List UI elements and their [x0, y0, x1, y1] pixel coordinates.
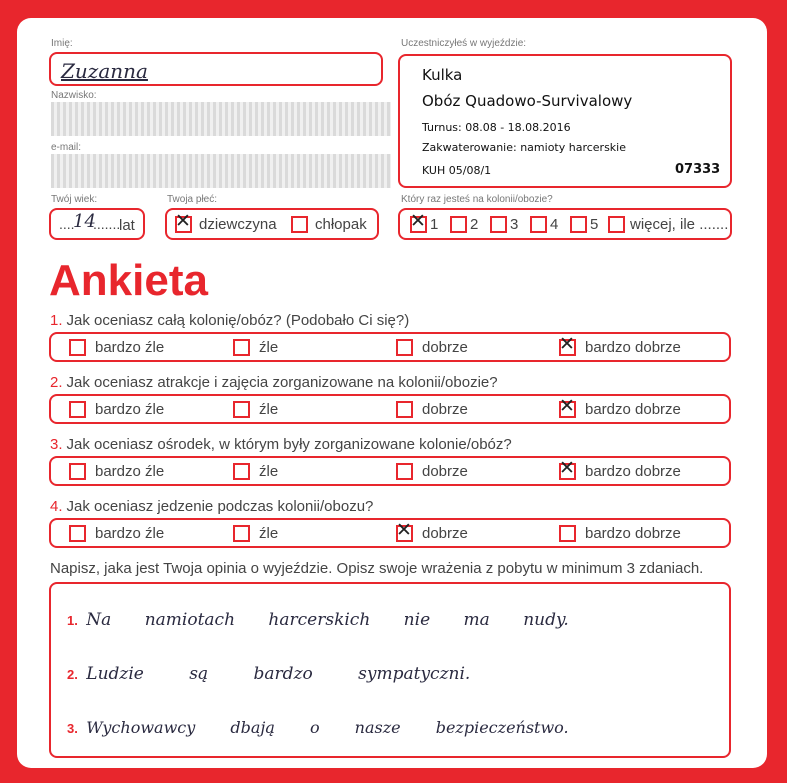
- answer-row-1: [49, 332, 731, 362]
- wyjazd-label: Uczestniczyłeś w wyjeździe:: [401, 38, 527, 49]
- wiek-value: 14: [73, 211, 96, 232]
- question-number: 2.: [50, 374, 63, 391]
- ktory-label: Który raz jesteś na kolonii/obozie?: [401, 194, 553, 205]
- question-number: 3.: [50, 436, 63, 453]
- stamp-box: [398, 54, 732, 188]
- survey-title: Ankieta: [49, 256, 208, 305]
- answer-label: źle: [259, 525, 279, 542]
- answer-checkbox[interactable]: [396, 339, 413, 356]
- wiek-prefix: ....: [59, 216, 75, 232]
- imie-label: Imię:: [51, 38, 73, 49]
- answer-row-3: [49, 456, 731, 486]
- email-label: e-mail:: [51, 142, 82, 153]
- stamp-line1: Kulka: [422, 66, 463, 84]
- opinion-num: 3.: [67, 721, 78, 736]
- answer-checkbox[interactable]: [233, 463, 250, 480]
- answer-checkbox[interactable]: [559, 395, 576, 418]
- answer-checkbox[interactable]: [396, 463, 413, 480]
- ktory-checkbox-more[interactable]: [608, 216, 625, 233]
- ktory-checkbox-1[interactable]: [410, 210, 427, 233]
- wiek-suffix: .......: [93, 216, 121, 232]
- ktory-checkbox-3[interactable]: [490, 216, 507, 233]
- opinion-num: 2.: [67, 667, 78, 682]
- question-text: Jak oceniasz jedzenie podczas kolonii/obozu?: [66, 498, 374, 515]
- ktory-checkbox-4[interactable]: [530, 216, 547, 233]
- plec-label: Twoja płeć:: [167, 194, 218, 205]
- answer-label: źle: [259, 401, 279, 418]
- answer-checkbox[interactable]: [233, 401, 250, 418]
- checked-mark: ✕: [559, 395, 575, 417]
- answer-label: bardzo dobrze: [585, 401, 681, 418]
- ktory-more-label: więcej, ile .......: [630, 216, 729, 233]
- answer-checkbox[interactable]: [233, 525, 250, 542]
- wiek-field[interactable]: [49, 208, 145, 240]
- answer-checkbox[interactable]: [69, 339, 86, 356]
- answer-checkbox[interactable]: [559, 333, 576, 356]
- stamp-number: 07333: [675, 162, 721, 177]
- stamp-line3: Turnus: 08.08 - 18.08.2016: [422, 121, 571, 134]
- question-3: [50, 436, 512, 453]
- answer-label: dobrze: [422, 401, 468, 418]
- question-text: Jak oceniasz atrakcje i zajęcia zorganizowane na kolonii/obozie?: [66, 374, 498, 391]
- checked-mark: ✕: [175, 210, 191, 232]
- answer-label: źle: [259, 339, 279, 356]
- question-1: [50, 312, 409, 329]
- opinion-text: Ludzie są bardzo sympatyczni.: [86, 664, 471, 684]
- imie-value: Zuzanna: [61, 59, 148, 83]
- question-text: Jak oceniasz ośrodek, w którym były zorganizowane kolonie/obóz?: [66, 436, 512, 453]
- checked-mark: ✕: [396, 519, 412, 541]
- answer-checkbox[interactable]: [69, 463, 86, 480]
- wiek-label: Twój wiek:: [51, 194, 98, 205]
- answer-label: dobrze: [422, 339, 468, 356]
- opinion-line-1: [67, 610, 569, 630]
- ktory-label-1: 1: [430, 216, 439, 233]
- imie-field[interactable]: [49, 52, 383, 86]
- answer-label: dobrze: [422, 525, 468, 542]
- plec-male-checkbox[interactable]: [291, 216, 308, 233]
- nazwisko-redacted: [51, 102, 391, 136]
- answer-checkbox[interactable]: [233, 339, 250, 356]
- nazwisko-label: Nazwisko:: [51, 90, 97, 101]
- answer-checkbox[interactable]: [396, 401, 413, 418]
- ktory-label-2: 2: [470, 216, 479, 233]
- plec-field: [165, 208, 379, 240]
- plec-female-checkbox[interactable]: [175, 210, 192, 233]
- plec-female-label: dziewczyna: [199, 216, 277, 233]
- question-4: [50, 498, 373, 515]
- ktory-label-4: 4: [550, 216, 559, 233]
- email-redacted: [51, 154, 391, 188]
- question-number: 1.: [50, 312, 63, 329]
- wiek-unit: lat: [119, 217, 135, 234]
- answer-checkbox[interactable]: [559, 525, 576, 542]
- answer-label: dobrze: [422, 463, 468, 480]
- ktory-checkbox-2[interactable]: [450, 216, 467, 233]
- opinion-text: Wychowawcy dbają o nasze bezpieczeństwo.: [86, 718, 569, 737]
- answer-label: bardzo dobrze: [585, 463, 681, 480]
- opinion-line-2: [67, 664, 470, 684]
- opinion-prompt: Napisz, jaka jest Twoja opinia o wyjeździe. Opisz swoje wrażenia z pobytu w minimum 3 zdaniach.: [50, 560, 704, 577]
- plec-male-label: chłopak: [315, 216, 367, 233]
- answer-label: bardzo źle: [95, 401, 165, 418]
- answer-label: bardzo źle: [95, 339, 165, 356]
- answer-row-2: [49, 394, 731, 424]
- opinion-text: Na namiotach harcerskich nie ma nudy.: [86, 610, 569, 630]
- stamp-line2: Obóz Quadowo-Survivalowy: [422, 92, 633, 110]
- answer-checkbox[interactable]: [69, 525, 86, 542]
- answer-checkbox[interactable]: [69, 401, 86, 418]
- question-2: [50, 374, 498, 391]
- ktory-label-3: 3: [510, 216, 519, 233]
- opinion-box[interactable]: [49, 582, 731, 758]
- opinion-num: 1.: [67, 613, 78, 628]
- stamp-line4: Zakwaterowanie: namioty harcerskie: [422, 141, 626, 154]
- answer-label: bardzo dobrze: [585, 525, 681, 542]
- answer-checkbox[interactable]: [559, 457, 576, 480]
- question-number: 4.: [50, 498, 63, 515]
- checked-mark: ✕: [559, 333, 575, 355]
- answer-checkbox[interactable]: [396, 519, 413, 542]
- ktory-checkbox-5[interactable]: [570, 216, 587, 233]
- stamp-code: KUH 05/08/1: [422, 164, 492, 177]
- opinion-line-3: [67, 718, 569, 738]
- ktory-label-5: 5: [590, 216, 599, 233]
- answer-label: bardzo dobrze: [585, 339, 681, 356]
- question-text: Jak oceniasz całą kolonię/obóz? (Podobało Ci się?): [66, 312, 410, 329]
- answer-label: źle: [259, 463, 279, 480]
- checked-mark: ✕: [410, 210, 426, 232]
- answer-row-4: [49, 518, 731, 548]
- checked-mark: ✕: [559, 457, 575, 479]
- answer-label: bardzo źle: [95, 463, 165, 480]
- ktory-field: [398, 208, 732, 240]
- survey-card: [17, 18, 767, 768]
- answer-label: bardzo źle: [95, 525, 165, 542]
